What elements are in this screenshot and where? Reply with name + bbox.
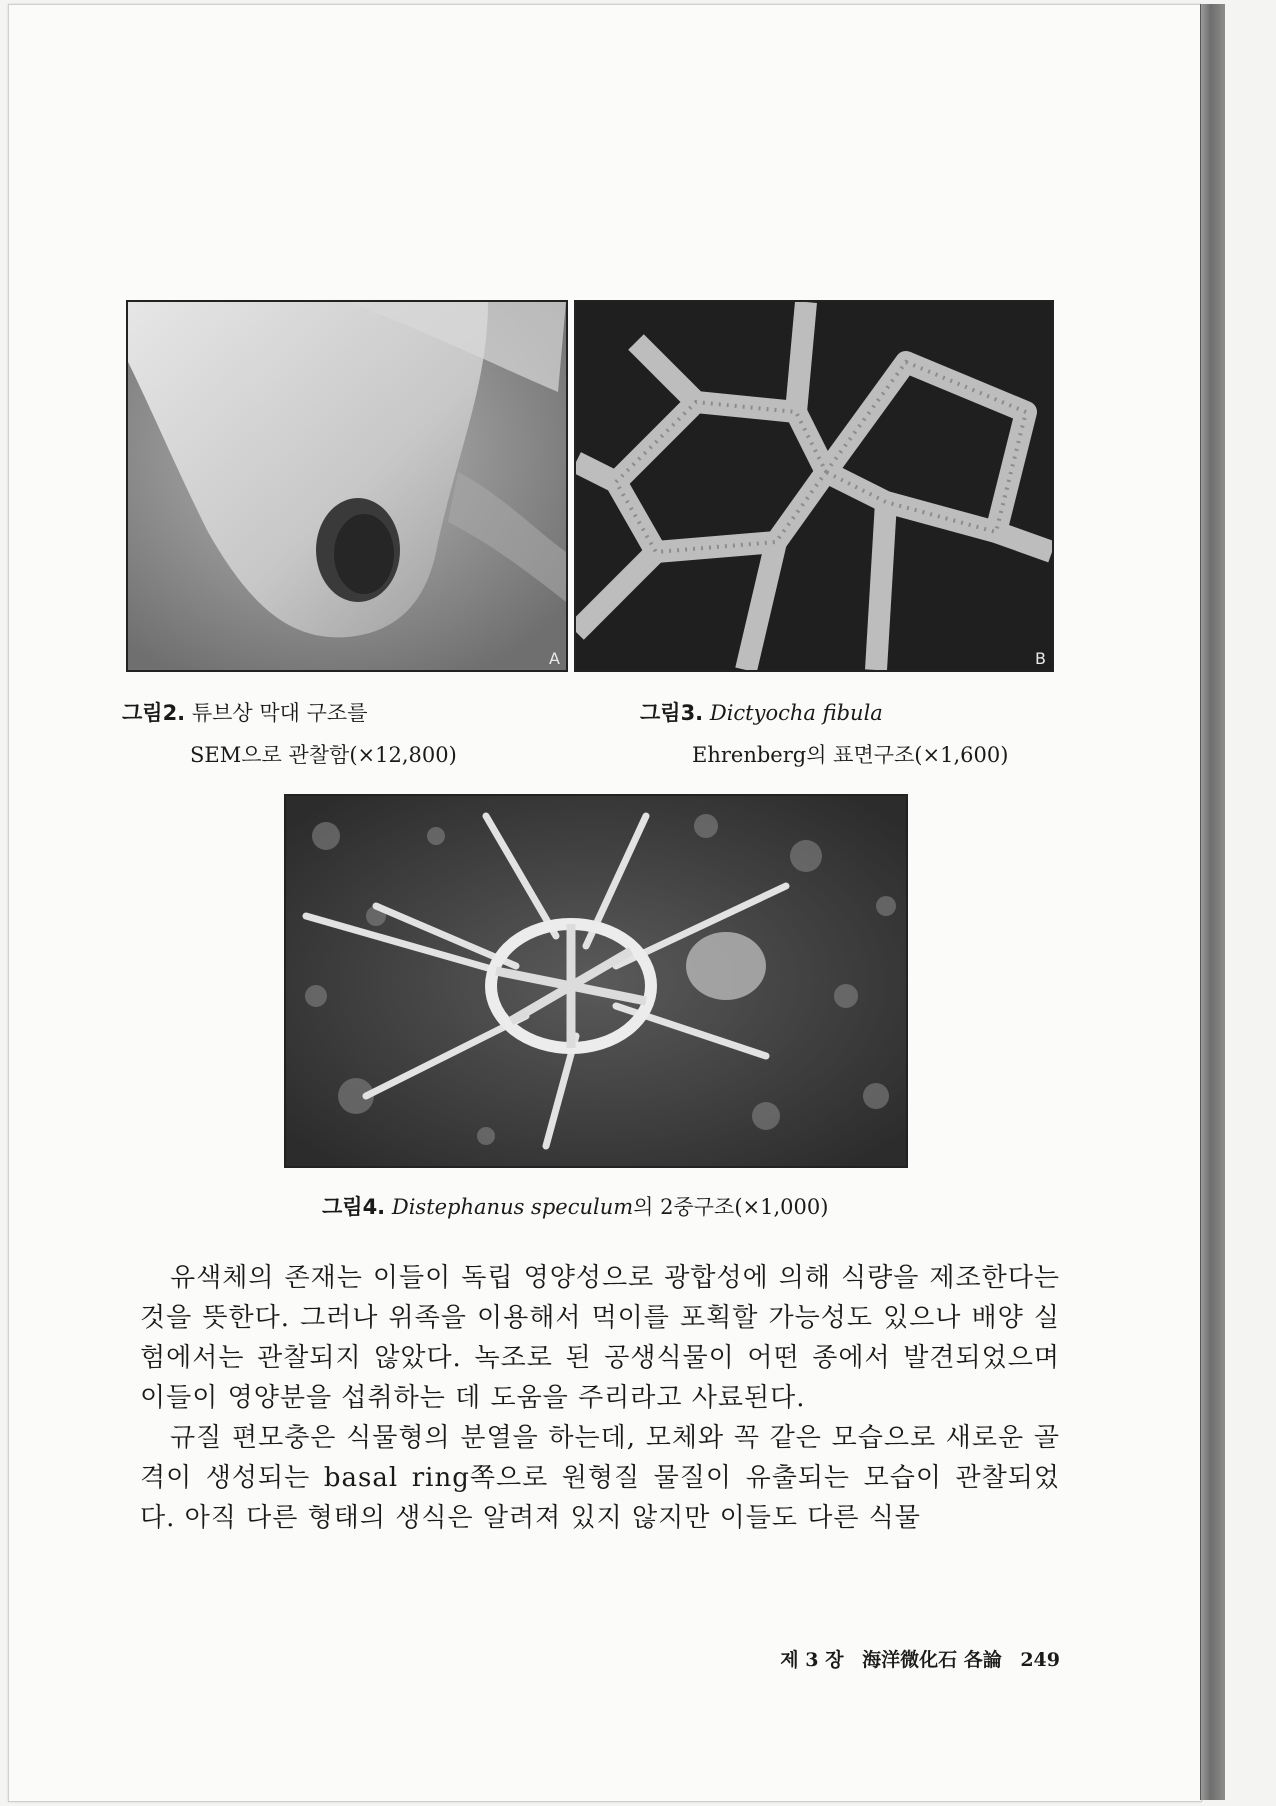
- body-text: [140, 1258, 1060, 1538]
- figure-4-caption-rest: 의 2중구조(×1,000): [633, 1195, 829, 1219]
- figure-4-image: [284, 794, 908, 1168]
- page-number: 249: [1020, 1649, 1060, 1671]
- panel-label-a: A: [549, 649, 560, 668]
- running-footer: [710, 1645, 1060, 1672]
- figure-2-image: [126, 300, 568, 672]
- page-edge: [1200, 4, 1225, 1800]
- figure-4-species: Distephanus speculum: [391, 1195, 634, 1219]
- footer-section: 海洋微化石 各論: [862, 1649, 1002, 1671]
- figure-3-label: 그림3.: [640, 701, 704, 725]
- paragraph-2: 규질 편모충은 식물형의 분열을 하는데, 모체와 꼭 같은 모습으로 새로운 골격이 생성되는 basal ring쪽으로 원형질 물질이 유출되는 모습이 관찰되었다. 아직 다른 형태의 생식은 알려져 있지 않지만 이들도 다른 식물: [140, 1423, 1060, 1533]
- figure-3-species: Dictyocha fibula: [709, 701, 883, 725]
- paragraph-1: 유색체의 존재는 이들이 독립 영양성으로 광합성에 의해 식량을 제조한다는 것을 뜻한다. 그러나 위족을 이용해서 먹이를 포획할 가능성도 있으나 배양 실험에서는 관찰되지 않았다. 녹조로 된 공생식물이 어떤 종에서 발견되었으며 이들이 영양분을 섭취하는 데 도움을 주리라고 사료된다.: [140, 1263, 1060, 1413]
- footer-chapter: 제 3 장: [780, 1649, 844, 1671]
- panel-label-b: B: [1035, 649, 1046, 668]
- figure-2-caption: [122, 696, 368, 730]
- figure-3-image: [574, 300, 1054, 672]
- figure-2-caption-line2: SEM으로 관찰함(×12,800): [190, 743, 457, 767]
- figure-2-label: 그림2.: [122, 701, 186, 725]
- figure-4-label: 그림4.: [322, 1195, 386, 1219]
- figure-2-caption-line1: 튜브상 막대 구조를: [191, 701, 368, 725]
- figure-4-caption: [322, 1190, 828, 1224]
- figure-3-caption-line2: Ehrenberg의 표면구조(×1,600): [692, 743, 1009, 767]
- figure-3-caption: [640, 696, 883, 730]
